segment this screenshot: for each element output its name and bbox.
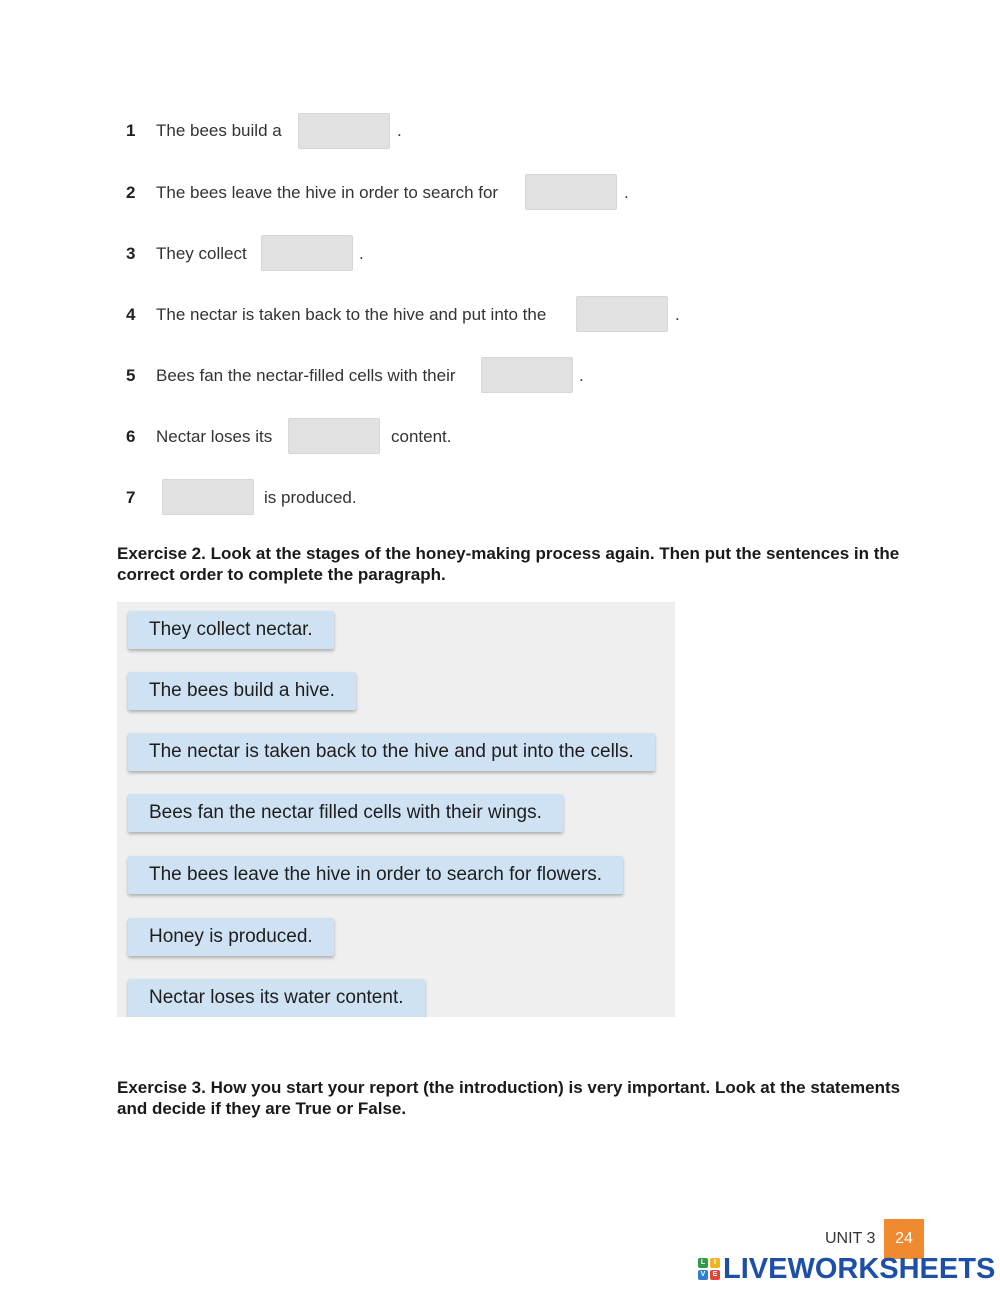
draggable-sentence[interactable]: The nectar is taken back to the hive and put into the cells.: [128, 733, 655, 771]
item-text-after: content.: [391, 427, 452, 446]
draggable-sentence[interactable]: The bees leave the hive in order to search for flowers.: [128, 856, 623, 894]
answer-blank-4[interactable]: [576, 296, 668, 332]
answer-blank-1[interactable]: [298, 113, 390, 149]
logo-cubes-icon: L I V E: [698, 1258, 720, 1280]
item-text-after: .: [397, 121, 402, 140]
item-text: The nectar is taken back to the hive and put into the: [156, 305, 547, 324]
item-text-after: .: [675, 305, 680, 324]
draggable-sentence[interactable]: The bees build a hive.: [128, 672, 356, 710]
item-text-after: .: [579, 366, 584, 385]
draggable-sentence[interactable]: They collect nectar.: [128, 611, 334, 649]
exercise-3-heading: Exercise 3. How you start your report (the introduction) is very important. Look at the statements and decide if they are True or False.: [117, 1078, 901, 1118]
answer-blank-7[interactable]: [162, 479, 254, 515]
item-text: The bees build a: [156, 121, 282, 140]
item-number: 3: [126, 244, 136, 263]
unit-label: UNIT 3: [825, 1230, 876, 1247]
item-text-after: .: [624, 183, 629, 202]
answer-blank-2[interactable]: [525, 174, 617, 210]
liveworksheets-logo: [698, 1254, 995, 1284]
answer-blank-6[interactable]: [288, 418, 380, 454]
sentence-sort-panel[interactable]: [117, 602, 675, 1017]
item-text: They collect: [156, 244, 247, 263]
item-text-after: .: [359, 244, 364, 263]
answer-blank-5[interactable]: [481, 357, 573, 393]
exercise-2-heading: Exercise 2. Look at the stages of the honey-making process again. Then put the sentences in the correct order to complete the paragraph.: [117, 544, 900, 584]
answer-blank-3[interactable]: [261, 235, 353, 271]
draggable-sentence[interactable]: Honey is produced.: [128, 918, 334, 956]
item-number: 2: [126, 183, 136, 202]
draggable-sentence[interactable]: Bees fan the nectar filled cells with their wings.: [128, 794, 563, 832]
item-number: 5: [126, 366, 136, 385]
item-number: 6: [126, 427, 136, 446]
page-number-badge: 24: [884, 1219, 924, 1259]
item-text-after: is produced.: [264, 488, 357, 507]
item-text: The bees leave the hive in order to search for: [156, 183, 499, 202]
item-number: 1: [126, 121, 136, 140]
item-text: Bees fan the nectar-filled cells with their: [156, 366, 456, 385]
logo-text: LIVEWORKSHEETS: [723, 1253, 996, 1285]
item-number: 7: [126, 488, 136, 507]
draggable-sentence[interactable]: Nectar loses its water content.: [128, 979, 425, 1017]
item-number: 4: [126, 305, 136, 324]
item-text: Nectar loses its: [156, 427, 273, 446]
